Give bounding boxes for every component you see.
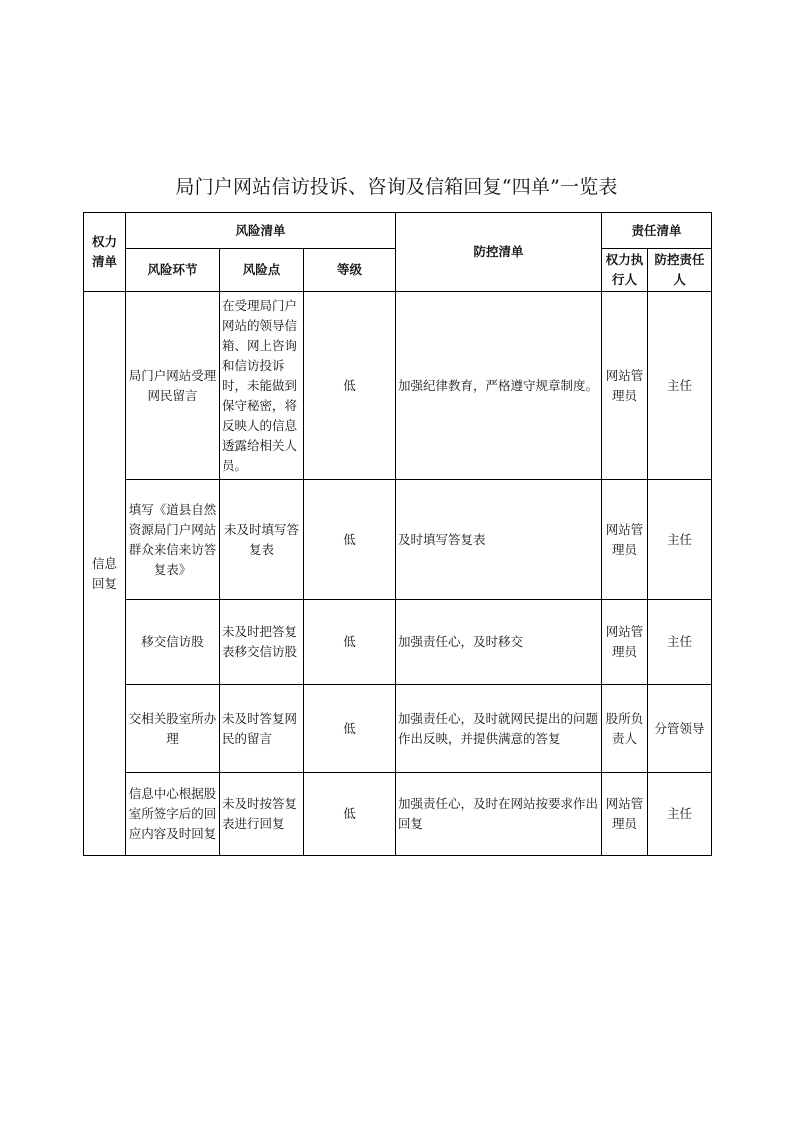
executor: 网站管理员 <box>602 292 648 480</box>
control-measure: 加强责任心，及时就网民提出的问题作出反映，并提供满意的答复 <box>396 685 602 773</box>
power-item: 信息回复 <box>84 292 126 856</box>
risk-level: 低 <box>304 685 396 773</box>
control-owner: 主任 <box>648 292 712 480</box>
header-power-list: 权力清单 <box>84 213 126 292</box>
control-owner: 主任 <box>648 773 712 856</box>
header-executor: 权力执行人 <box>602 249 648 292</box>
risk-point: 未及时把答复表移交信访股 <box>220 600 304 685</box>
executor: 股所负责人 <box>602 685 648 773</box>
table-row <box>84 292 712 480</box>
four-lists-table <box>83 212 712 856</box>
risk-point: 未及时填写答复表 <box>220 480 304 600</box>
risk-level: 低 <box>304 292 396 480</box>
risk-step: 填写《道县自然资源局门户网站群众来信来访答复表》 <box>126 480 220 600</box>
risk-point: 在受理局门户网站的领导信箱、网上咨询和信访投诉时，未能做到保守秘密，将反映人的信息透露给相关人员。 <box>220 292 304 480</box>
control-measure: 及时填写答复表 <box>396 480 602 600</box>
header-risk-list: 风险清单 <box>126 213 396 249</box>
page-title: 局门户网站信访投诉、咨询及信箱回复“四单”一览表 <box>175 176 618 198</box>
header-row-1 <box>84 213 712 249</box>
risk-step: 信息中心根据股室所签字后的回应内容及时回复 <box>126 773 220 856</box>
table-row <box>84 480 712 600</box>
table-row <box>84 685 712 773</box>
header-responsibility-list: 责任清单 <box>602 213 712 249</box>
executor: 网站管理员 <box>602 600 648 685</box>
risk-level: 低 <box>304 600 396 685</box>
table-row <box>84 600 712 685</box>
risk-point: 未及时答复网民的留言 <box>220 685 304 773</box>
header-control-owner: 防控责任人 <box>648 249 712 292</box>
risk-level: 低 <box>304 480 396 600</box>
control-owner: 主任 <box>648 600 712 685</box>
header-level: 等级 <box>304 249 396 292</box>
header-risk-step: 风险环节 <box>126 249 220 292</box>
risk-step: 局门户网站受理网民留言 <box>126 292 220 480</box>
control-owner: 主任 <box>648 480 712 600</box>
risk-step: 交相关股室所办理 <box>126 685 220 773</box>
risk-level: 低 <box>304 773 396 856</box>
header-control-list: 防控清单 <box>396 213 602 292</box>
control-measure: 加强责任心，及时在网站按要求作出回复 <box>396 773 602 856</box>
table-row <box>84 773 712 856</box>
control-measure: 加强纪律教育，严格遵守规章制度。 <box>396 292 602 480</box>
control-measure: 加强责任心，及时移交 <box>396 600 602 685</box>
executor: 网站管理员 <box>602 480 648 600</box>
header-risk-point: 风险点 <box>220 249 304 292</box>
risk-point: 未及时按答复表进行回复 <box>220 773 304 856</box>
executor: 网站管理员 <box>602 773 648 856</box>
risk-step: 移交信访股 <box>126 600 220 685</box>
control-owner: 分管领导 <box>648 685 712 773</box>
